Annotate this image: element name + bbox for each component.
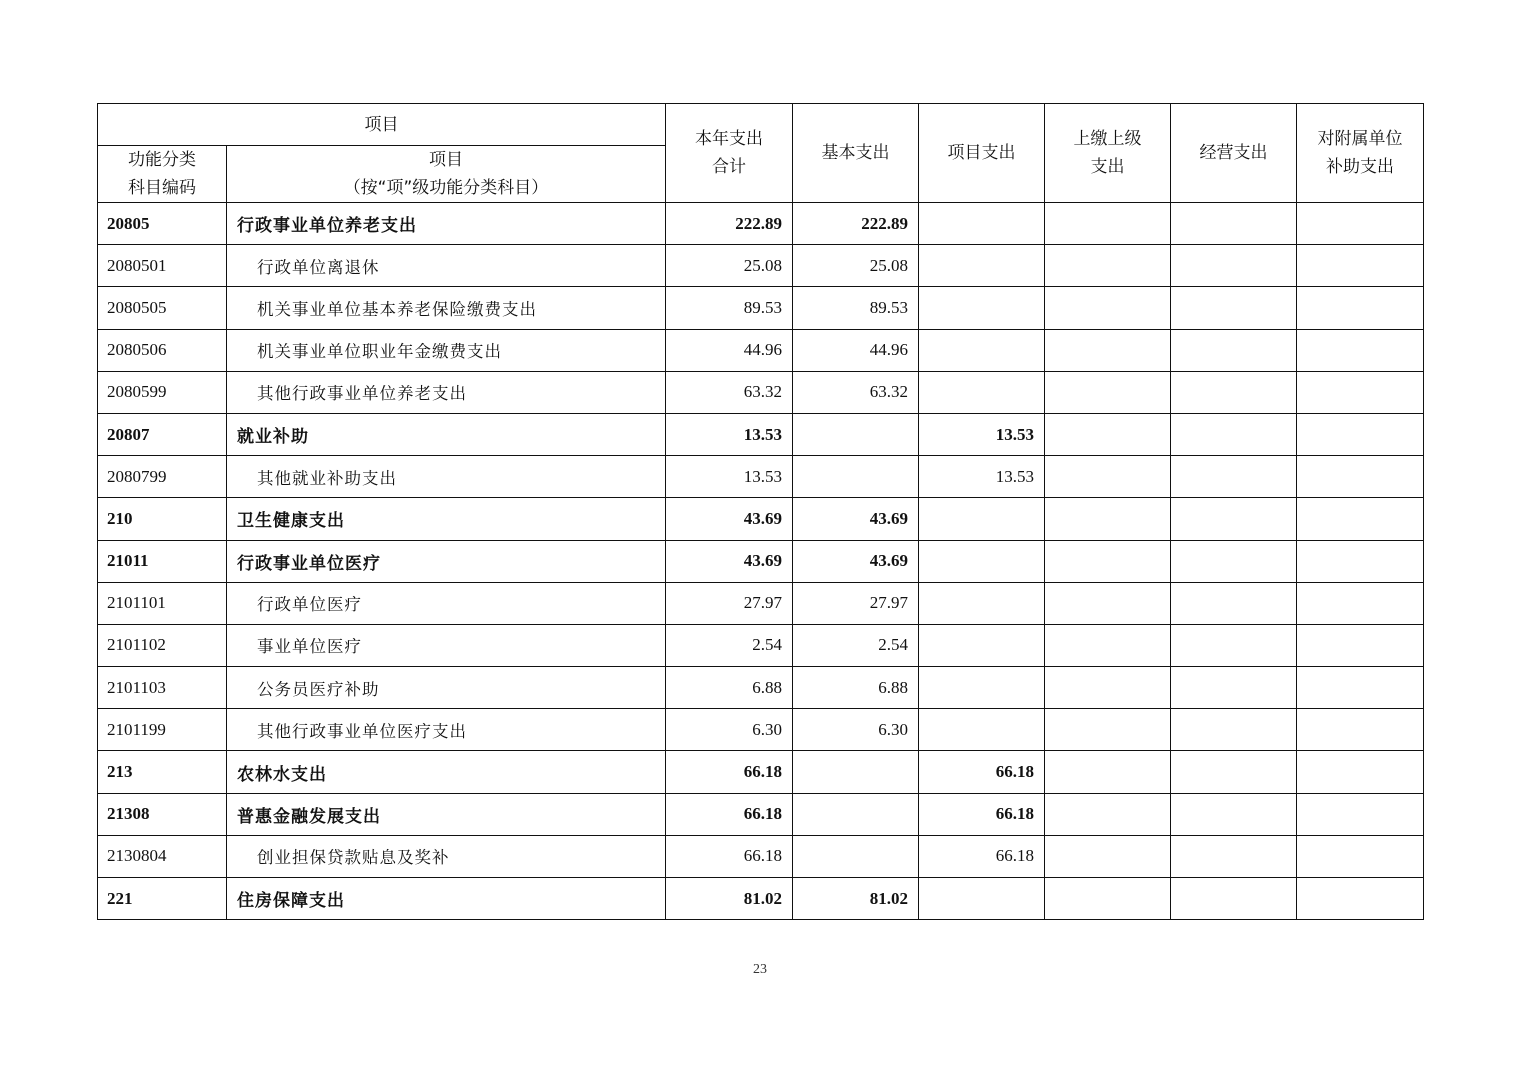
item-name-cell: 公务员医疗补助 [227,667,666,709]
table-row [98,793,1424,835]
table-row [98,413,1424,455]
subsidiary-cell [1297,624,1424,666]
code-cell: 20807 [98,413,227,455]
subsidiary-header: 对附属单位 补助支出 [1297,104,1424,203]
operating-cell [1171,456,1297,498]
table-row [98,456,1424,498]
project-cell: 66.18 [919,793,1045,835]
project-cell [919,287,1045,329]
operating-cell [1171,329,1297,371]
code-cell: 210 [98,498,227,540]
operating-cell [1171,793,1297,835]
project-cell: 66.18 [919,751,1045,793]
total-cell: 13.53 [666,413,793,455]
upper-cell [1045,540,1171,582]
code-cell: 2080599 [98,371,227,413]
basic-cell: 6.30 [793,709,919,751]
basic-cell [793,835,919,877]
project-cell [919,540,1045,582]
basic-cell: 43.69 [793,540,919,582]
total-cell: 89.53 [666,287,793,329]
subsidiary-cell [1297,709,1424,751]
subsidiary-cell [1297,203,1424,245]
item-name-cell: 行政事业单位医疗 [227,540,666,582]
code-cell: 2080505 [98,287,227,329]
basic-cell: 44.96 [793,329,919,371]
operating-cell [1171,245,1297,287]
project-cell: 66.18 [919,835,1045,877]
project-cell [919,878,1045,920]
code-cell: 21308 [98,793,227,835]
basic-cell [793,793,919,835]
total-cell: 25.08 [666,245,793,287]
item-name-cell: 行政单位离退休 [227,245,666,287]
subsidiary-cell [1297,793,1424,835]
table-row [98,624,1424,666]
operating-cell [1171,203,1297,245]
upper-cell [1045,287,1171,329]
upper-cell [1045,582,1171,624]
item-name-cell: 其他就业补助支出 [227,456,666,498]
table-row [98,878,1424,920]
table-row [98,540,1424,582]
operating-cell [1171,498,1297,540]
item-name-cell: 就业补助 [227,413,666,455]
operating-cell [1171,667,1297,709]
item-name-cell: 卫生健康支出 [227,498,666,540]
total-cell: 43.69 [666,498,793,540]
subsidiary-cell [1297,287,1424,329]
table-row [98,203,1424,245]
upper-cell [1045,751,1171,793]
upper-header: 上缴上级 支出 [1045,104,1171,203]
subsidiary-cell [1297,751,1424,793]
operating-cell [1171,287,1297,329]
total-cell: 43.69 [666,540,793,582]
table-row [98,835,1424,877]
item-name-cell: 机关事业单位基本养老保险缴费支出 [227,287,666,329]
table-row [98,498,1424,540]
code-cell: 213 [98,751,227,793]
code-cell: 2101101 [98,582,227,624]
project-header: 项目支出 [919,104,1045,203]
upper-cell [1045,835,1171,877]
upper-cell [1045,667,1171,709]
upper-cell [1045,245,1171,287]
operating-cell [1171,751,1297,793]
subsidiary-cell [1297,371,1424,413]
basic-header: 基本支出 [793,104,919,203]
basic-cell: 27.97 [793,582,919,624]
upper-cell [1045,329,1171,371]
project-cell [919,582,1045,624]
subsidiary-cell [1297,456,1424,498]
table-row [98,245,1424,287]
upper-cell [1045,371,1171,413]
code-cell: 20805 [98,203,227,245]
project-cell [919,203,1045,245]
basic-cell: 89.53 [793,287,919,329]
code-cell: 2080506 [98,329,227,371]
code-cell: 2101102 [98,624,227,666]
item-name-cell: 其他行政事业单位养老支出 [227,371,666,413]
basic-cell: 81.02 [793,878,919,920]
expenditure-table [97,103,1424,920]
upper-cell [1045,498,1171,540]
basic-cell: 6.88 [793,667,919,709]
project-group-header: 项目 [98,104,666,146]
item-name-cell: 其他行政事业单位医疗支出 [227,709,666,751]
project-cell [919,624,1045,666]
subsidiary-cell [1297,245,1424,287]
basic-cell: 25.08 [793,245,919,287]
table-row [98,287,1424,329]
project-cell [919,329,1045,371]
subsidiary-cell [1297,582,1424,624]
operating-cell [1171,835,1297,877]
upper-cell [1045,413,1171,455]
basic-cell [793,413,919,455]
operating-cell [1171,624,1297,666]
basic-cell [793,456,919,498]
code-cell: 2101103 [98,667,227,709]
operating-cell [1171,709,1297,751]
item-name-cell: 机关事业单位职业年金缴费支出 [227,329,666,371]
item-name-cell: 农林水支出 [227,751,666,793]
operating-cell [1171,371,1297,413]
total-cell: 6.30 [666,709,793,751]
total-cell: 81.02 [666,878,793,920]
code-cell: 2130804 [98,835,227,877]
subsidiary-cell [1297,667,1424,709]
basic-cell [793,751,919,793]
subsidiary-cell [1297,413,1424,455]
basic-cell: 2.54 [793,624,919,666]
project-cell [919,667,1045,709]
table-row [98,709,1424,751]
code-header: 功能分类 科目编码 [98,146,227,203]
upper-cell [1045,793,1171,835]
upper-cell [1045,878,1171,920]
table-row [98,371,1424,413]
item-name-cell: 行政事业单位养老支出 [227,203,666,245]
table-row [98,667,1424,709]
code-cell: 2080799 [98,456,227,498]
total-cell: 66.18 [666,793,793,835]
project-cell: 13.53 [919,456,1045,498]
total-cell: 66.18 [666,751,793,793]
total-cell: 63.32 [666,371,793,413]
subsidiary-cell [1297,498,1424,540]
project-cell: 13.53 [919,413,1045,455]
operating-cell [1171,540,1297,582]
table-row [98,582,1424,624]
operating-cell [1171,413,1297,455]
item-name-cell: 住房保障支出 [227,878,666,920]
total-cell: 2.54 [666,624,793,666]
total-cell: 222.89 [666,203,793,245]
page-number: 23 [753,962,767,977]
total-header: 本年支出 合计 [666,104,793,203]
total-cell: 66.18 [666,835,793,877]
total-cell: 6.88 [666,667,793,709]
table-row [98,751,1424,793]
basic-cell: 63.32 [793,371,919,413]
basic-cell: 222.89 [793,203,919,245]
code-cell: 2080501 [98,245,227,287]
item-header: 项目 （按“项”级功能分类科目） [227,146,666,203]
project-cell [919,709,1045,751]
table-row [98,329,1424,371]
basic-cell: 43.69 [793,498,919,540]
item-name-cell: 行政单位医疗 [227,582,666,624]
operating-cell [1171,582,1297,624]
total-cell: 13.53 [666,456,793,498]
subsidiary-cell [1297,329,1424,371]
code-cell: 2101199 [98,709,227,751]
upper-cell [1045,624,1171,666]
item-name-cell: 普惠金融发展支出 [227,793,666,835]
upper-cell [1045,709,1171,751]
upper-cell [1045,456,1171,498]
project-cell [919,245,1045,287]
subsidiary-cell [1297,878,1424,920]
total-cell: 44.96 [666,329,793,371]
item-name-cell: 事业单位医疗 [227,624,666,666]
project-cell [919,371,1045,413]
total-cell: 27.97 [666,582,793,624]
item-name-cell: 创业担保贷款贴息及奖补 [227,835,666,877]
operating-header: 经营支出 [1171,104,1297,203]
code-cell: 221 [98,878,227,920]
subsidiary-cell [1297,835,1424,877]
subsidiary-cell [1297,540,1424,582]
code-cell: 21011 [98,540,227,582]
operating-cell [1171,878,1297,920]
project-cell [919,498,1045,540]
upper-cell [1045,203,1171,245]
